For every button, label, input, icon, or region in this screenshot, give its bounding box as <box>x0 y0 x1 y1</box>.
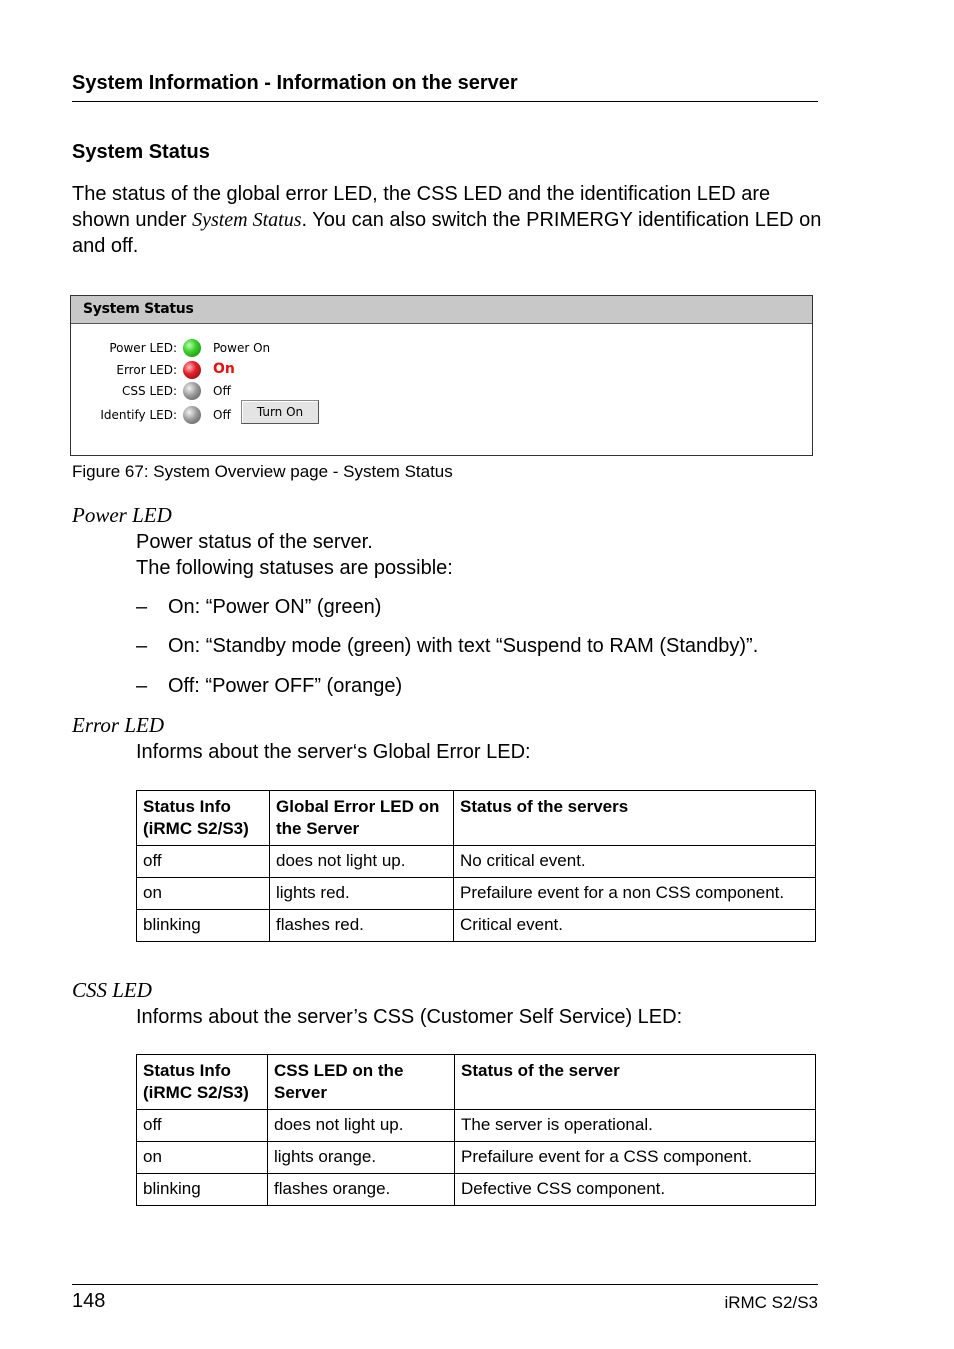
power-led-term: Power LED <box>72 503 172 527</box>
css-led-label: CSS LED: <box>122 384 177 398</box>
turn-on-button[interactable]: Turn On <box>241 400 319 424</box>
table-cell: on <box>137 878 270 910</box>
power-led-line1: Power status of the server. <box>136 531 373 553</box>
table-header: CSS LED on the Server <box>268 1055 455 1110</box>
table-cell: off <box>137 846 270 878</box>
table-cell: No critical event. <box>454 846 816 878</box>
table-cell: Prefailure event for a non CSS component. <box>454 878 816 910</box>
css-led-table <box>136 1054 816 1206</box>
bullet-dash: – <box>136 596 148 618</box>
identify-led-status: Off <box>213 408 231 422</box>
panel-title: System Status <box>71 296 812 324</box>
table-row <box>137 1174 816 1206</box>
power-led-label: Power LED: <box>109 341 177 355</box>
table-row <box>137 1142 816 1174</box>
css-led-row <box>71 381 371 401</box>
table-cell: lights orange. <box>268 1142 455 1174</box>
table-row <box>137 846 816 878</box>
table-cell: lights red. <box>270 878 454 910</box>
power-led-status: Power On <box>213 341 271 355</box>
bullet-text: Off: “Power OFF” (orange) <box>168 675 403 697</box>
table-row <box>137 1110 816 1142</box>
figure-caption: Figure 67: System Overview page - System Status <box>72 462 453 481</box>
intro-italic-term: System Status <box>192 209 302 231</box>
error-led-table <box>136 790 816 942</box>
table-header: Status of the server <box>455 1055 816 1110</box>
table-cell: The server is operational. <box>455 1110 816 1142</box>
table-cell: blinking <box>137 1174 268 1206</box>
error-led-label: Error LED: <box>116 363 177 377</box>
power-led-green-icon <box>183 339 201 357</box>
running-header: System Information - Information on the server <box>72 72 518 94</box>
error-led-red-icon <box>183 361 201 379</box>
header-divider <box>72 101 818 102</box>
product-name: iRMC S2/S3 <box>724 1293 818 1312</box>
intro-text-end: . You can also switch the PRIMERGY identification LED on and off. <box>72 209 822 257</box>
table-header-row <box>137 791 816 846</box>
table-header: Status of the servers <box>454 791 816 846</box>
css-led-status: Off <box>213 384 231 398</box>
css-led-gray-icon <box>183 382 201 400</box>
table-cell: does not light up. <box>270 846 454 878</box>
table-row <box>137 878 816 910</box>
intro-text-start: The status of the global error LED, the CSS LED and the identification LED are shown under <box>72 183 771 231</box>
list-item <box>136 635 816 659</box>
table-header: Global Error LED on the Server <box>270 791 454 846</box>
list-item <box>136 675 816 699</box>
table-cell: Critical event. <box>454 910 816 942</box>
bullet-dash: – <box>136 675 148 697</box>
footer-divider <box>72 1284 818 1285</box>
css-led-description: Informs about the server’s CSS (Customer Self Service) LED: <box>136 1006 683 1028</box>
css-led-term: CSS LED <box>72 978 152 1002</box>
intro-paragraph <box>72 181 822 259</box>
table-row <box>137 910 816 942</box>
identify-led-row <box>71 405 371 425</box>
list-item <box>136 596 816 620</box>
error-led-term: Error LED <box>72 713 164 737</box>
page-number: 148 <box>72 1290 106 1312</box>
section-title: System Status <box>72 141 210 163</box>
error-led-row <box>71 360 371 380</box>
system-status-panel <box>70 295 813 456</box>
identify-led-gray-icon <box>183 406 201 424</box>
bullet-text: On: “Power ON” (green) <box>168 596 382 618</box>
table-cell: Defective CSS component. <box>455 1174 816 1206</box>
table-cell: does not light up. <box>268 1110 455 1142</box>
identify-led-label: Identify LED: <box>100 408 177 422</box>
table-header: Status Info (iRMC S2/S3) <box>137 1055 268 1110</box>
power-led-row <box>71 338 371 358</box>
table-cell: flashes red. <box>270 910 454 942</box>
table-header-row <box>137 1055 816 1110</box>
table-cell: Prefailure event for a CSS component. <box>455 1142 816 1174</box>
table-cell: on <box>137 1142 268 1174</box>
table-cell: off <box>137 1110 268 1142</box>
bullet-dash: – <box>136 635 148 657</box>
table-header: Status Info (iRMC S2/S3) <box>137 791 270 846</box>
power-led-line2: The following statuses are possible: <box>136 557 453 579</box>
table-cell: flashes orange. <box>268 1174 455 1206</box>
bullet-text: On: “Standby mode (green) with text “Suspend to RAM (Standby)”. <box>168 635 759 657</box>
error-led-status: On <box>213 361 235 377</box>
table-cell: blinking <box>137 910 270 942</box>
error-led-description: Informs about the server‘s Global Error LED: <box>136 741 531 763</box>
